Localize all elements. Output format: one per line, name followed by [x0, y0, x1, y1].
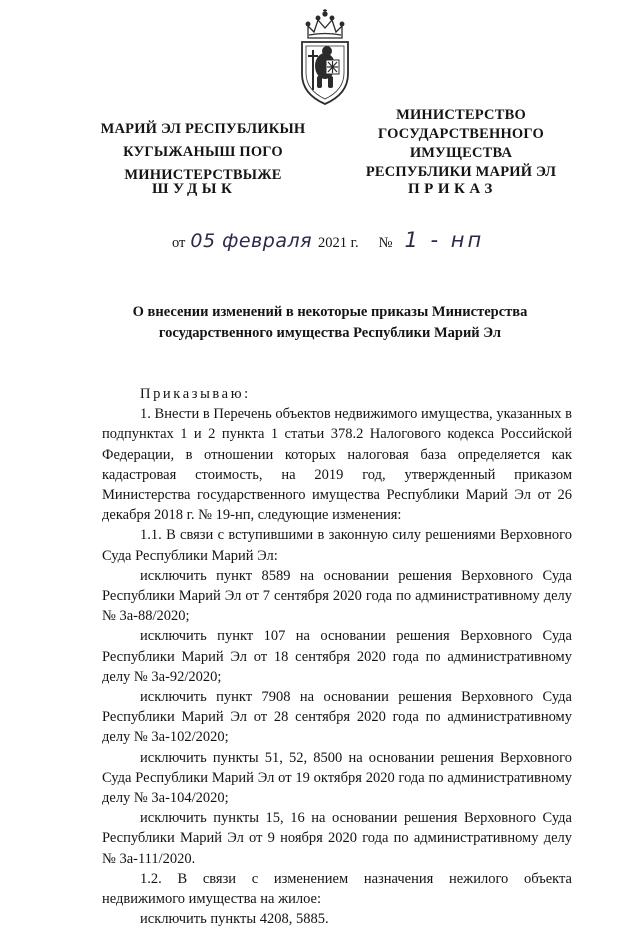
- date-prefix: от: [172, 235, 186, 251]
- coat-of-arms-icon: [296, 8, 354, 106]
- handwritten-date: 05 февраля: [190, 230, 313, 252]
- paragraph-1-2: 1.2. В связи с изменением назначения нежилого объекта недвижимого имущества на жилое:: [102, 870, 572, 908]
- header-right-title: [350, 106, 572, 182]
- exclusion-item: исключить пункт 107 на основании решения Верховного Суда Республики Марий Эл от 18 сентября 2020 года по административному делу № 3а-92/2020;: [102, 628, 572, 685]
- date-number-line: [172, 226, 532, 254]
- handwritten-order-number: 1 - нп: [404, 228, 485, 252]
- header-left-line: МАРИЙ ЭЛ РЕСПУБЛИКЫН: [100, 121, 306, 137]
- header-right-line: РЕСПУБЛИКИ МАРИЙ ЭЛ: [365, 164, 557, 180]
- exclusion-item: исключить пункты 4208, 5885.: [140, 911, 329, 928]
- number-sign: №: [378, 235, 393, 251]
- header-right-line: МИНИСТЕРСТВО: [396, 107, 526, 123]
- exclusion-item: исключить пункт 8589 на основании решения Верховного Суда Республики Марий Эл от 7 сентября 2020 года по административному делу № 3а-88/2020;: [102, 567, 572, 625]
- exclusion-item: исключить пункты 15, 16 на основании решения Верховного Суда Республики Марий Эл от 9 ноября 2020 года по административному делу № 3а-111/2020.: [102, 810, 572, 867]
- document-title: [100, 302, 560, 344]
- paragraph-1-1: 1.1. В связи с вступившими в законную силу решениями Верховного Суда Республики Марий Эл:: [102, 527, 572, 564]
- header-left-title: [88, 118, 318, 187]
- header-left-line: МИНИСТЕРСТВЫЖЕ: [124, 167, 282, 183]
- paragraph-1: 1. Внести в Перечень объектов недвижимого имущества, указанных в подпунктах 1 и 2 пункта 1 статьи 378.2 Налогового кодекса Российской Федерации, в отношении которых налоговая база определяется как кадастровая стоимость, на 2019 год, утвержденный приказом Министерства государственного имущества Республики Марий Эл от 26 декабря 2018 г. № 19-нп, следующие изменения:: [102, 406, 572, 524]
- document-title-line: О внесении изменений в некоторые приказы Министерства: [132, 304, 528, 320]
- document-title-line: государственного имущества Республики Марий Эл: [158, 325, 502, 341]
- date-year: 2021 г.: [318, 235, 359, 251]
- doc-type-russian: ПРИКАЗ: [408, 181, 497, 197]
- exclusion-item: исключить пункт 7908 на основании решения Верховного Суда Республики Марий Эл от 28 сентября 2020 года по административному делу № 3а-102/2020;: [102, 689, 572, 746]
- header-left-line: КУГЫЖАНЫШ ПОГО: [123, 144, 283, 160]
- document-body: [102, 384, 572, 929]
- header-right-line: ГОСУДАРСТВЕННОГО: [378, 126, 544, 142]
- exclusion-item: исключить пункты 51, 52, 8500 на основании решения Верховного Суда Республики Марий Эл от 19 октября 2020 года по административному делу № 3а-104/2020;: [102, 749, 572, 807]
- order-word: Приказываю:: [140, 386, 251, 402]
- header-right-line: ИМУЩЕСТВА: [409, 145, 513, 161]
- doc-type-mari: ШУДЫК: [152, 181, 237, 197]
